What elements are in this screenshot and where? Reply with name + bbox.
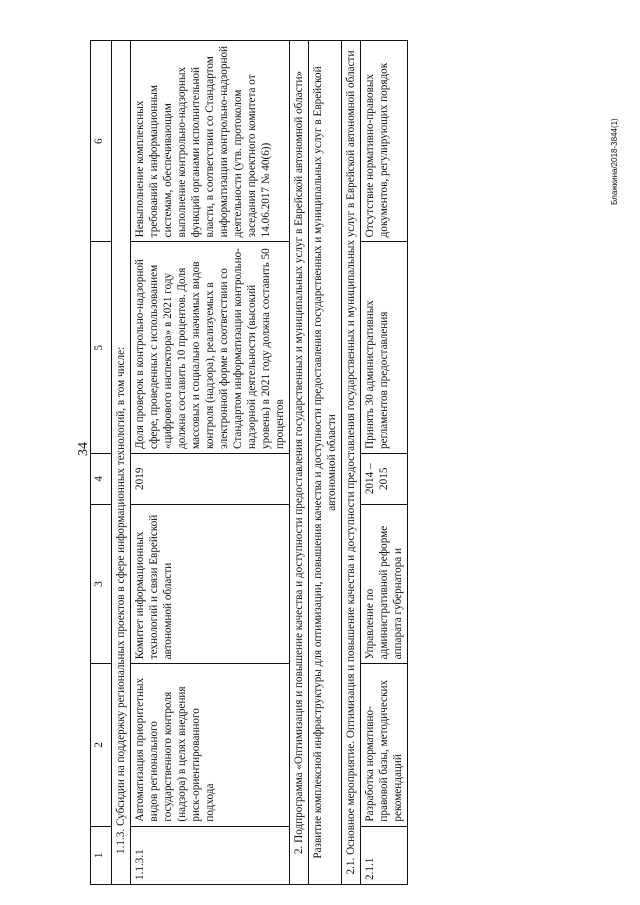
header-col-4: 4 (91, 453, 112, 504)
row-number: 2.1.1 (361, 826, 408, 884)
table-row-2-1-1 (361, 41, 408, 885)
header-col-2: 2 (91, 664, 112, 826)
document-footer: Блажкина/2018-3844(1) (610, 118, 619, 205)
row-number: 1.1.3.1 (131, 826, 290, 884)
row-result: Доля проверок в контрольно-надзорной сфере, проведенных с использованием «цифрового инспектора» в 2021 году должна составить 10 процентов. Доля массовых и социально значимых видов контроля (надзора), реализуемых в электронной форме в соответствии со Стандартом информатизации контрольно-надзорной деятельности (высокий уровень) в 2021 году должна составить 50 процентов (131, 242, 290, 454)
section-row-2-1 (342, 41, 361, 885)
subprogram-2-title: 2. Подпрограмма «Оптимизация и повышение качества и доступности предоставления государственных и муниципальных услуг в Еврейской автономной области» (290, 41, 309, 885)
row-year: 2019 (131, 453, 290, 504)
row-name: Разработка нормативно-правовой базы, методических рекомендаций (361, 664, 408, 826)
header-col-6: 6 (91, 41, 112, 242)
row-executor: Комитет информационных технологий и связи Еврейской автономной области (131, 504, 290, 664)
section-2-1-title: 2.1. Основное мероприятие. Оптимизация и повышение качества и доступности предоставления государственных и муниципальных услуг в Еврейской автономной области (342, 41, 361, 885)
row-name: Автоматизация приоритетных видов регионального государственного контроля (надзора) в целях внедрения риск-ориентированного подхода (131, 664, 290, 826)
development-title: Развитие комплексной инфраструктуры для оптимизации, повышения качества и доступности предоставления государственных и муниципальных услуг в Еврейской автономной области (309, 41, 342, 885)
section-row-1-1-3 (112, 41, 131, 885)
row-risk: Отсутствие нормативно-правовых документов, регулирующих порядок (361, 41, 408, 242)
subprogram-row-2 (290, 41, 309, 885)
row-year: 2014 – 2015 (361, 453, 408, 504)
document-table (90, 40, 408, 885)
table-header-row (91, 41, 112, 885)
table-row-1-1-3-1 (131, 41, 290, 885)
section-1-1-3-title: 1.1.3. Субсидии на поддержку региональных проектов в сфере информационных технологий, в том числе: (112, 41, 131, 885)
header-col-3: 3 (91, 504, 112, 664)
header-col-5: 5 (91, 242, 112, 454)
row-risk: Невыполнение комплексных требований к информационным системам, обеспечивающим выполнение контрольно-надзорных функций органами исполнительной власти, в соответствии со Стандартом информатизации контрольно-надзорной деятельности (утв. протоколом заседания проектного комитета от 14.06.2017 № 40(6)) (131, 41, 290, 242)
row-executor: Управление по административной реформе аппарата губернатора и (361, 504, 408, 664)
development-row (309, 41, 342, 885)
page-number: 34 (76, 442, 91, 456)
header-col-1: 1 (91, 826, 112, 884)
row-result: Принять 30 административных регламентов предоставления (361, 242, 408, 454)
